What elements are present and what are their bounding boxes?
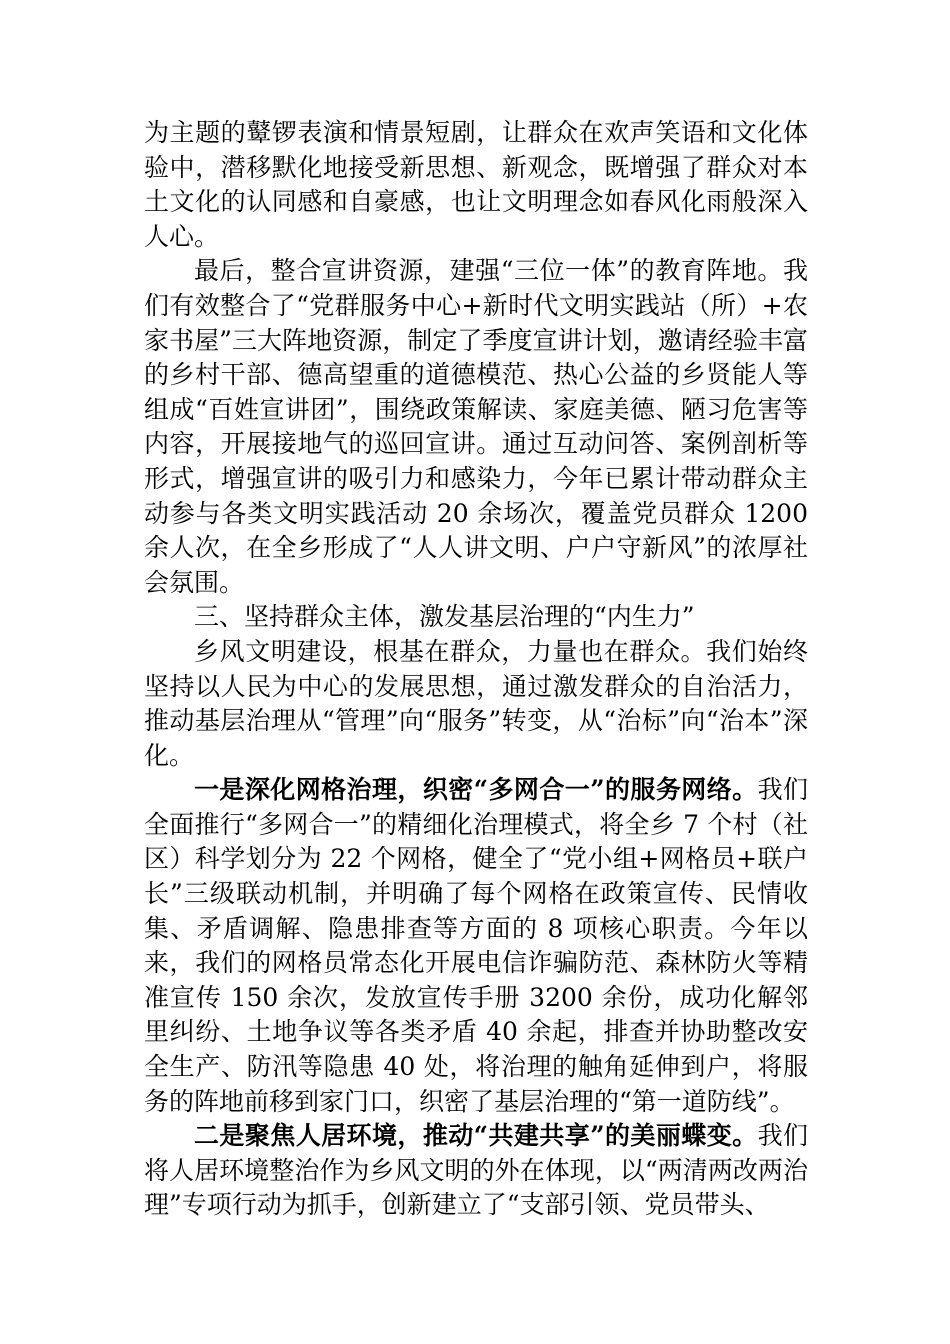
section-heading-three (144, 600, 808, 635)
paragraph-living-environment (144, 1119, 808, 1223)
paragraph-text: 最后，整合宣讲资源，建强“三位一体”的教育阵地。我们有效整合了“党群服务中心+新时代文明实践站（所）+农家书屋”三大阵地资源，制定了季度宣讲计划，邀请经验丰富的乡村干部、德高望重的道德模范、热心公益的乡贤能人等组成“百姓宣讲团”，围绕政策解读、家庭美德、陋习危害等内容，开展接地气的巡回宣讲。通过互动问答、案例剖析等形式，增强宣讲的吸引力和感染力，今年已累计带动群众主动参与各类文明实践活动 20 余场次，覆盖党员群众 1200 余人次，在全乡形成了“人人讲文明、户户守新风”的浓厚社会氛围。 (144, 256, 808, 597)
paragraph-text: 乡风文明建设，根基在群众，力量也在群众。我们始终坚持以人民为中心的发展思想，通过激发群众的自治活力，推动基层治理从“管理”向“服务”转变，从“治标”向“治本”深化。 (144, 636, 808, 770)
paragraph-section-intro (144, 635, 808, 773)
section-heading-text: 三、坚持群众主体，激发基层治理的“内生力” (194, 602, 695, 632)
paragraph-text: 为主题的鼙锣表演和情景短剧，让群众在欢声笑语和文化体验中，潜移默化地接受新思想、新观念，既增强了群众对本土文化的认同感和自豪感，也让文明理念如春风化雨般深入人心。 (144, 118, 808, 251)
paragraph-text: 我们将人居环境整治作为乡风文明的外在体现，以“两清两改两治理”专项行动为抓手，创新建立了“支部引领、党员带头、 (144, 1121, 808, 1220)
paragraph-grid-governance (144, 773, 808, 1119)
paragraph-text: 我们全面推行“多网合一”的精细化治理模式，将全乡 7 个村（社区）科学划分为 22 个网格，健全了“党小组+网格员+联户长”三级联动机制，并明确了每个网格在政策宣传、民情收集、矛盾调解、隐患排查等方面的 8 项核心职责。今年以来，我们的网格员常态化开展电信诈骗防范、森林防火等精准宣传 150 余次，发放宣传手册 3200 余份，成功化解邻里纠纷、土地争议等各类矛盾 40 余起，排查并协助整改安全生产、防汛等隐患 40 处，将治理的触角延伸到户，将服务的阵地前移到家门口，织密了基层治理的“第一道防线”。 (144, 775, 808, 1116)
paragraph-lead-bold: 一是深化网格治理，织密“多网合一”的服务网络。 (194, 775, 758, 805)
paragraph-lead-bold: 二是聚焦人居环境，推动“共建共享”的美丽蝶变。 (194, 1121, 758, 1151)
body-text (144, 116, 808, 1223)
paragraph-continuation (144, 116, 808, 254)
paragraph-integrate-resources (144, 254, 808, 600)
